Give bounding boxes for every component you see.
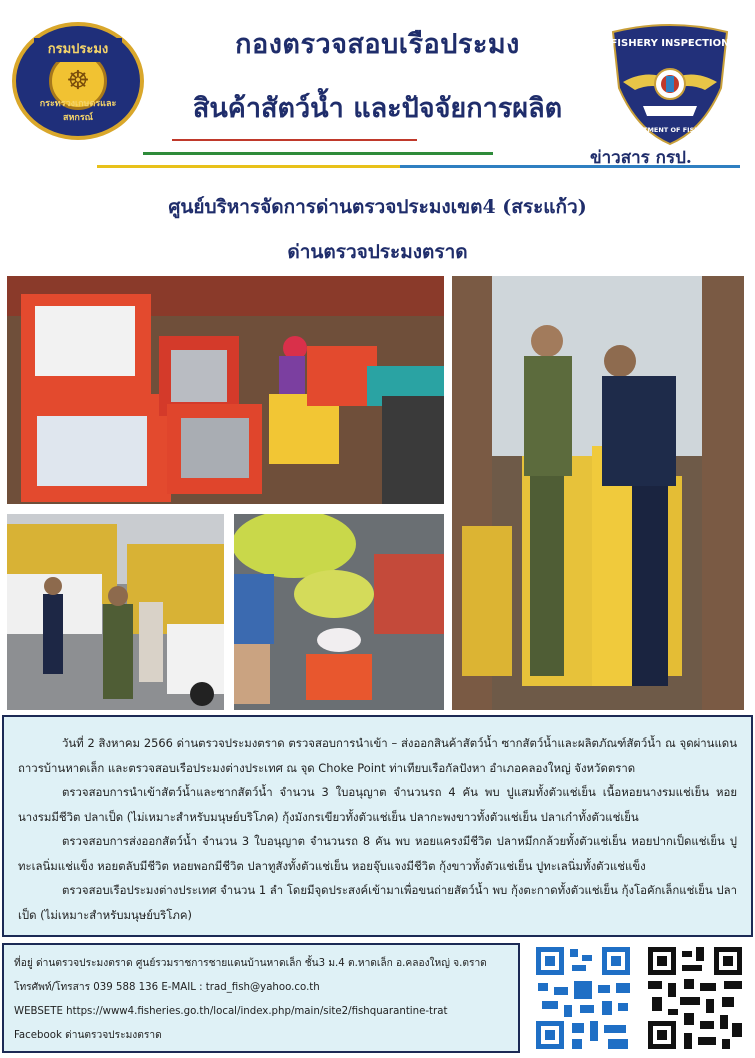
footer-website[interactable]: WEBSETE https://www4.fisheries.go.th/local/index.php/main/site2/fishquarantine-trat (14, 1006, 448, 1017)
report-paragraph: ตรวจสอบเรือประมงต่างประเทศ จำนวน 1 ลำ โดยมีจุดประสงค์เข้ามาเพื่อขนถ่ายสัตว์น้ำ พบ กุ้งตะกาดทั้งตัวแช่เย็น กุ้งโอคักเล็กแช่เย็น ปลาเป็ด (ไม่เหมาะสำหรับมนุษย์บริโภค) (18, 883, 737, 922)
photo-inspectors-truck-bags (452, 276, 744, 710)
report-paragraph: ตรวจสอบการนำเข้าสัตว์น้ำและซากสัตว์น้ำ จำนวน 3 ใบอนุญาต จำนวนรถ 4 คัน พบ ปูแสมทั้งตัวแช่เย็น เนื้อหอยนางรมแช่เย็น หอยนางรมมีชีวิต ปลาเป็ด (ไม่เหมาะสำหรับมนุษย์บริโภค) กุ้งมังกรเขียวทั้งตัวแช่เย็น ปลากะพงขาวทั้งตัวแช่เย็น ปลาเก๋าทั้งตัวแช่เย็น (18, 785, 737, 824)
decorative-line-yellow (97, 165, 402, 168)
subtitle-checkpoint: ด่านตรวจประมงตราด (287, 241, 468, 263)
qr-code-icon[interactable] (532, 943, 634, 1053)
decorative-line-red (172, 139, 417, 141)
contact-footer (2, 943, 520, 1053)
report-paragraph: ตรวจสอบการส่งออกสัตว์น้ำ จำนวน 3 ใบอนุญาต จำนวนรถ 8 คัน พบ หอยแครงมีชีวิต ปลาหมึกกล้วยทั้งตัวแช่เย็น หอยปากเป็ดแช่เย็น ปูทะเลนิ่มแช่แข็ง หอยตลับมีชีวิต หอยพอกมีชีวิต ปลาทูสังทั้งตัวแช่เย็น หอยจุ๊บแจงมีชีวิต กุ้งขาวทั้งตัวแช่เย็น ปูทะเลนิ่มทั้งตัวแช่แข็ง (18, 834, 737, 873)
department-of-fisheries-seal-icon: ☸ (49, 52, 107, 110)
footer-facebook[interactable]: Facebook ด่านตรวจประมงตราด (14, 1030, 162, 1041)
fishery-inspection-badge-icon (603, 18, 737, 146)
logo-top-text: กรมประมง (34, 38, 122, 62)
news-label: ข่าวสาร กรป. (590, 148, 692, 168)
badge-bottom-text: DEPARTMENT OF FISHERIES (619, 126, 721, 134)
badge-top-text: FISHERY INSPECTION (610, 38, 730, 49)
decorative-line-green (143, 152, 493, 155)
footer-contact: โทรศัพท์/โทรสาร 039 588 136 E-MAIL : trad_fish@yahoo.co.th (14, 982, 320, 993)
qr-code-icon[interactable] (644, 943, 746, 1053)
photo-inspectors-pickup-trucks (7, 514, 224, 710)
logo-bottom-text: กระทรวงเกษตรและสหกรณ์ (39, 99, 117, 123)
report-paragraph: วันที่ 2 สิงหาคม 2566 ด่านตรวจประมงตราด ตรวจสอบการนำเข้า – ส่งออกสินค้าสัตว์น้ำ ซากสัตว์น้ำและผลิตภัณฑ์สัตว์น้ำ ณ จุดผ่านแดนถาวรบ้านหาดเล็ก และตรวจสอบเรือประมงต่างประเทศ ณ จุด Choke Point ท่าเทียบเรือกัลปังหา อำเภอคลองใหญ่ จังหวัดตราด (18, 736, 737, 775)
photo-baskets-scale (234, 514, 444, 710)
photo-boat-fish-crates (7, 276, 444, 504)
report-body (2, 715, 753, 937)
page-title-line2: สินค้าสัตว์น้ำ และปัจจัยการผลิต (192, 93, 563, 124)
department-of-fisheries-logo (12, 22, 144, 140)
subtitle-center: ศูนย์บริหารจัดการด่านตรวจประมงเขต4 (สระแก้ว) (168, 196, 587, 218)
footer-address: ที่อยู่ ด่านตรวจประมงตราด ศูนย์รวมราชการชายแดนบ้านหาดเล็ก ชั้น3 ม.4 ต.หาดเล็ก อ.คลองใหญ่ จ.ตราด (14, 958, 487, 969)
page-title-line1: กองตรวจสอบเรือประมง (235, 29, 520, 60)
